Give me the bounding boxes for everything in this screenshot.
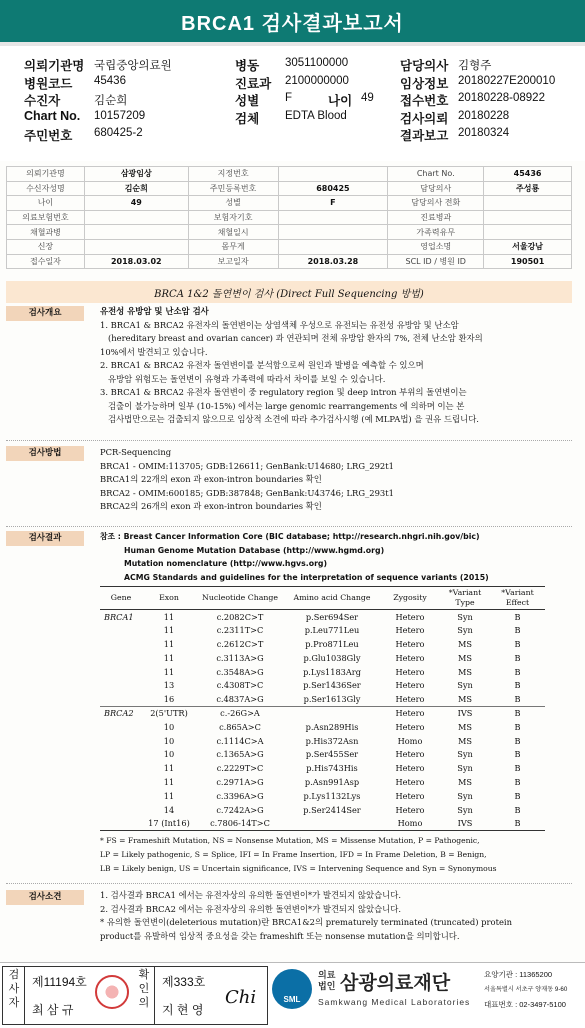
header-value: 20180227E200010 (458, 74, 556, 87)
variant-cell: 11 (163, 652, 175, 663)
variant-cell: c.2082C>T (216, 611, 264, 622)
info-label: SCL ID / 병원 ID (388, 254, 484, 269)
method-line: BRCA2 - OMIM:600185; GDB:387848; GenBank:U43746; LRG_293t1 (100, 487, 394, 498)
age-value: 49 (361, 92, 374, 104)
inspector-license: 제11194호 (32, 975, 87, 989)
confirm-license: 제333호 (162, 975, 206, 989)
variant-cell: Hetero (395, 611, 425, 622)
result-label: 검사결과 (6, 531, 84, 546)
info-label: 의료보험번호 (7, 210, 85, 225)
finding-line: * 유의한 돌연변이(deleterious mutation)란 BRCA1&2의 prematurely terminated (truncated) protein (100, 917, 512, 927)
info-row (7, 225, 572, 240)
reference-line: ACMG Standards and guidelines for the interpretation of sequence variants (2015) (124, 572, 489, 582)
info-label: 의뢰기관명 (7, 167, 85, 182)
variant-cell (100, 720, 142, 734)
variant-cell: Syn (457, 680, 473, 691)
variant-cell: 11 (163, 625, 175, 636)
variant-column-header: *Variant Effect (490, 587, 545, 610)
variant-cell: c.2971A>G (216, 776, 264, 787)
header-label: 병동 (235, 59, 260, 73)
info-value (278, 210, 388, 225)
overview-line: 3. BRCA1 & BRCA2 유전자 돌연변이 중 regulatory region 및 deep intron 부위의 돌연변이는 (100, 387, 467, 397)
variant-cell (100, 734, 142, 748)
variant-cell: MS (458, 652, 472, 663)
variant-cell: B (514, 680, 521, 691)
variant-cell: c.7806-14T>C (196, 816, 284, 830)
header-label: 의뢰기관명 (24, 59, 85, 73)
variant-cell: Hetero (395, 666, 425, 677)
header-value: 680425-2 (94, 127, 143, 139)
variant-cell (284, 706, 380, 720)
variant-cell: 11 (163, 763, 175, 774)
variant-cell: Hetero (395, 625, 425, 636)
variant-cell: 13 (163, 680, 175, 691)
info-value: 190501 (484, 254, 572, 269)
info-value (84, 225, 188, 240)
footnotes (100, 834, 570, 876)
info-value: 2018.03.28 (278, 254, 388, 269)
info-row (7, 181, 572, 196)
variant-cell: Hetero (395, 652, 425, 663)
variant-row (100, 803, 545, 817)
variant-cell: B (514, 763, 521, 774)
variant-column-header: *Variant Type (440, 587, 490, 610)
info-value: 주성룡 (484, 181, 572, 196)
variant-cell: Syn (457, 625, 473, 636)
variant-cell: B (514, 735, 521, 746)
variant-cell: c.3396A>G (216, 790, 264, 801)
variant-cell: B (514, 790, 521, 801)
variant-cell: MS (458, 721, 472, 732)
variant-cell: IVS (440, 816, 490, 830)
header-value: 김순희 (94, 95, 128, 107)
variant-cell: p.His743His (306, 763, 358, 774)
header-label: 병원코드 (24, 76, 73, 91)
variant-cell: c.-26G>A (196, 706, 284, 720)
separator (6, 526, 572, 527)
variant-cell: 17 (Int16) (142, 816, 196, 830)
finding-line: 1. 검사결과 BRCA1 에서는 유전자상의 유의한 돌연변이*가 발견되지 않았습니다. (100, 890, 401, 900)
info-row (7, 167, 572, 182)
method-line: BRCA1의 22개의 exon 과 exon-intron boundaries 확인 (100, 474, 322, 484)
header-value: 3051100000 (285, 57, 349, 69)
info-value: 삼광임상 (84, 167, 188, 182)
variant-cell (100, 803, 142, 817)
variant-cell: Hetero (380, 706, 440, 720)
header-value: 국립중앙의료원 (94, 60, 172, 72)
variant-cell: B (490, 816, 545, 830)
variant-cell: Syn (457, 611, 473, 622)
variant-cell: MS (458, 735, 472, 746)
variant-cell: c.4837A>G (216, 693, 264, 704)
org-english: Samkwang Medical Laboratories (318, 997, 471, 1007)
variant-cell (100, 692, 142, 706)
variant-cell: B (514, 721, 521, 732)
variant-cell (100, 747, 142, 761)
header-value: 45436 (94, 74, 126, 87)
variant-cell: BRCA1 (104, 611, 134, 622)
info-row (7, 196, 572, 211)
report-title: BRCA1 검사결과보고서 (0, 0, 585, 46)
variant-cell (100, 651, 142, 665)
variant-cell (100, 789, 142, 803)
method-line: BRCA2의 26개의 exon 과 exon-intron boundaries 확인 (100, 501, 322, 511)
variant-cell: c.2612C>T (216, 638, 264, 649)
separator (6, 440, 572, 441)
header-label: 검체 (235, 111, 260, 126)
variant-cell: 11 (163, 611, 175, 622)
patient-header (0, 46, 585, 161)
inspector-label: 검 사 자 (8, 969, 20, 1009)
variant-cell (100, 761, 142, 775)
variant-cell: c.1365A>G (216, 749, 264, 760)
confirm-name: 지 현 영 (162, 1003, 204, 1017)
info-value: 45436 (484, 167, 572, 182)
variant-cell (100, 637, 142, 651)
variant-column-header: Amino acid Change (284, 587, 380, 610)
variant-cell: c.4308T>C (216, 680, 264, 691)
variant-cell: Homo (397, 735, 423, 746)
variant-cell: p.Lys1183Arg (303, 666, 361, 677)
variant-cell: p.Ser1436Ser (303, 680, 361, 691)
header-value: F (285, 92, 293, 104)
variant-row (100, 747, 545, 761)
variant-cell (100, 816, 142, 830)
variant-row (100, 775, 545, 789)
header-label: 임상정보 (400, 76, 449, 91)
overview-line: 검사법만으로는 검출되지 않으므로 임상적 소견에 따라 추가검사시행 (예 MLPA법) 을 권유 드립니다. (108, 414, 479, 424)
variant-column-header: Exon (142, 587, 196, 610)
header-value: 2100000000 (285, 74, 349, 87)
finding-line: 2. 검사결과 BRCA2 에서는 유전자상의 유의한 돌연변이*가 발견되지 않았습니다. (100, 903, 401, 914)
variant-cell (100, 623, 142, 637)
info-row (7, 239, 572, 254)
overview-label: 검사개요 (6, 306, 84, 321)
info-label: 신장 (7, 239, 85, 254)
variant-cell: 10 (163, 749, 175, 760)
variant-row (100, 706, 545, 720)
confirm-label: 확 인 의 (138, 969, 150, 1009)
variant-cell: 11 (163, 638, 175, 649)
variant-cell: IVS (440, 706, 490, 720)
variant-column-header: Zygosity (380, 587, 440, 610)
scanned-report (0, 161, 585, 1028)
info-value (278, 239, 388, 254)
header-label: 결과보고 (400, 129, 449, 143)
org-name: 삼광의료재단 (340, 973, 451, 994)
variant-cell: MS (458, 638, 472, 649)
variant-cell: p.Ser2414Ser (303, 804, 361, 815)
references (100, 530, 570, 584)
variant-cell: B (514, 611, 521, 622)
variant-cell: MS (458, 776, 472, 787)
variant-cell: c.3548A>G (216, 666, 264, 677)
variant-cell: B (514, 652, 521, 663)
variant-cell (284, 816, 380, 830)
footnote-line: LB = Likely benign, US = Uncertain significance, IVS = Intervening Sequence and Syn = Synonymous (100, 864, 497, 873)
variant-row (100, 789, 545, 803)
variant-row (100, 761, 545, 775)
info-label: 수신자성명 (7, 181, 85, 196)
overview-line: (hereditary breast and ovarian cancer) 과 연관되며 전체 유방암 환자의 7%, 전체 난소암 환자의 (108, 333, 483, 343)
info-value: 680425 (278, 181, 388, 196)
variant-cell: B (514, 666, 521, 677)
variant-cell: p.Lys1132Lys (303, 790, 361, 801)
variant-cell: Hetero (395, 638, 425, 649)
overview-line: 1. BRCA1 & BRCA2 유전자의 돌연변이는 상염색체 우성으로 유전되는 유전성 유방암 및 난소암 (100, 319, 459, 330)
variant-cell: 11 (163, 666, 175, 677)
logo-icon: SML (272, 969, 312, 1009)
info-label: 채혈과병 (7, 225, 85, 240)
footnote-line: LP = Likely pathogenic, S = Splice, IFI = In Frame Insertion, IFD = In Frame Deletion, B = Benign, (100, 850, 487, 859)
variant-cell: Hetero (395, 680, 425, 691)
variant-cell: p.Ser455Ser (305, 749, 359, 760)
variant-cell: MS (458, 693, 472, 704)
variant-row (100, 637, 545, 651)
variant-cell: p.Ser694Ser (305, 611, 359, 622)
overview-line: 검출이 불가능하며 일부 (10-15%) 에서는 large genomic rearrangements 에 의하며 이는 본 (108, 400, 465, 411)
variant-cell: c.3113A>G (216, 652, 264, 663)
variant-cell: BRCA2 (100, 706, 142, 720)
signature: Chi (225, 987, 257, 1008)
method-text (100, 446, 570, 514)
variant-row (100, 692, 545, 706)
info-value (84, 239, 188, 254)
variant-cell: 10 (163, 735, 175, 746)
overview-text (100, 305, 570, 427)
variant-cell: Hetero (395, 776, 425, 787)
info-label: Chart No. (388, 167, 484, 182)
variant-cell: p.Pro871Leu (305, 638, 359, 649)
contact-code: 요양기관 : 11365200 (484, 970, 553, 979)
header-label: 성별 (235, 94, 260, 108)
info-label: 진료병과 (388, 210, 484, 225)
variant-cell: B (490, 706, 545, 720)
info-label: 성별 (188, 196, 278, 211)
info-label: 보험자기호 (188, 210, 278, 225)
header-value: 20180228 (458, 109, 510, 122)
info-label: 주민등록번호 (188, 181, 278, 196)
age-label: 나이 (328, 94, 353, 108)
variant-row (100, 623, 545, 637)
variant-cell: Hetero (395, 763, 425, 774)
info-value (278, 167, 388, 182)
variant-cell: p.Leu771Leu (304, 625, 360, 636)
info-value (84, 210, 188, 225)
variant-column-header: Gene (100, 587, 142, 610)
header-label: Chart No. (24, 108, 81, 123)
inspector-name: 최 삼 규 (32, 1003, 74, 1017)
variant-cell: 16 (163, 693, 175, 704)
info-value: 서울강남 (484, 239, 572, 254)
method-label: 검사방법 (6, 446, 84, 461)
variant-cell (100, 678, 142, 692)
signature-footer (0, 962, 585, 1028)
reference-line: 참조 : Breast Cancer Information Core (BIC database; http://research.nhgri.nih.gov/bic) (100, 532, 480, 541)
info-label: 영업소명 (388, 239, 484, 254)
separator (6, 883, 572, 884)
variant-row (100, 610, 545, 624)
variant-cell: Hetero (395, 804, 425, 815)
variant-cell: B (514, 693, 521, 704)
header-value: 20180228-08922 (458, 92, 545, 104)
variant-cell: p.Glu1038Gly (303, 652, 361, 663)
header-value: 김형주 (458, 60, 492, 72)
info-label: 보고일자 (188, 254, 278, 269)
info-table (6, 166, 572, 269)
variant-cell: B (514, 625, 521, 636)
logo-prefix: 의료 법인 (318, 970, 336, 991)
info-value (278, 225, 388, 240)
header-label: 담당의사 (400, 59, 449, 73)
info-label: 몸무게 (188, 239, 278, 254)
variant-cell (100, 775, 142, 789)
variant-row (100, 665, 545, 679)
info-value: F (278, 196, 388, 211)
seal-icon (95, 975, 129, 1009)
overview-heading: 유전성 유방암 및 난소암 검사 (100, 306, 209, 316)
variant-cell: Hetero (395, 790, 425, 801)
variant-cell: MS (458, 666, 472, 677)
variant-cell: B (514, 638, 521, 649)
variant-cell: c.7242A>G (216, 804, 264, 815)
variant-cell: p.Asn289His (305, 721, 359, 732)
variant-cell: Syn (457, 804, 473, 815)
variant-cell: c.2229T>C (216, 763, 264, 774)
footnote-line: * FS = Frameshift Mutation, NS = Nonsense Mutation, MS = Missense Mutation, P = Pathogenic, (100, 836, 480, 845)
overview-line: 2. BRCA1 & BRCA2 유전자 돌연변이를 분석함으로써 원인과 발병을 예측할 수 있으며 (100, 360, 424, 370)
variant-cell: c.1114C>A (216, 735, 264, 746)
info-value (484, 210, 572, 225)
finding-label: 검사소견 (6, 890, 84, 905)
variant-cell: 14 (163, 804, 175, 815)
info-label: 담당의사 전화 (388, 196, 484, 211)
finding-text (100, 889, 570, 943)
method-line: BRCA1 - OMIM:113705; GDB:126611; GenBank:U14680; LRG_292t1 (100, 460, 394, 471)
variant-cell: Homo (380, 816, 440, 830)
variant-cell: Hetero (395, 693, 425, 704)
info-label: 가족력유무 (388, 225, 484, 240)
contact-address: 서울특별시 서초구 양재동 9-60 (484, 986, 568, 993)
info-label: 접수일자 (7, 254, 85, 269)
info-value: 김순희 (84, 181, 188, 196)
info-value: 49 (84, 196, 188, 211)
info-row (7, 254, 572, 269)
test-panel-title: BRCA 1&2 돌연변이 검사 (Direct Full Sequencing 방법) (6, 281, 572, 303)
info-value: 2018.03.02 (84, 254, 188, 269)
variant-column-header: Nucleotide Change (196, 587, 284, 610)
info-label: 채혈일시 (188, 225, 278, 240)
variant-cell: p.His372Asn (305, 735, 359, 746)
variant-row (100, 816, 545, 830)
variant-row (100, 678, 545, 692)
variant-cell: p.Ser1613Gly (303, 693, 361, 704)
info-label: 지정번호 (188, 167, 278, 182)
variant-cell: Syn (457, 749, 473, 760)
method-line: PCR-Sequencing (100, 447, 172, 457)
header-label: 수진자 (24, 94, 61, 108)
variant-cell (100, 665, 142, 679)
variant-cell: c.2311T>C (216, 625, 264, 636)
header-label: 검사의뢰 (400, 111, 449, 126)
variant-row (100, 720, 545, 734)
overview-line: 유방암 위험도는 돌연변이 유형과 가족력에 따라서 차이를 보일 수 있습니다. (108, 373, 386, 384)
variant-cell: B (514, 776, 521, 787)
info-value (484, 196, 572, 211)
variant-table (100, 586, 545, 831)
variant-cell: Hetero (395, 749, 425, 760)
variant-row (100, 651, 545, 665)
contact-phone: 대표번호 : 02-3497-5100 (484, 1000, 566, 1009)
variant-cell: Syn (457, 763, 473, 774)
reference-line: Human Genome Mutation Database (http://www.hgmd.org) (124, 545, 385, 555)
overview-line: 10%에서 발견되고 있습니다. (100, 346, 208, 357)
header-label: 주민번호 (24, 129, 73, 143)
header-value: 10157209 (94, 109, 146, 122)
variant-cell: Syn (457, 790, 473, 801)
header-value: EDTA Blood (285, 109, 347, 122)
variant-cell: 2(5'UTR) (142, 706, 196, 720)
variant-cell: 10 (163, 721, 175, 732)
variant-cell: Hetero (395, 721, 425, 732)
header-label: 접수번호 (400, 94, 449, 108)
variant-cell: B (514, 749, 521, 760)
variant-header-row (100, 587, 545, 610)
finding-line: product를 유발하여 임상적 중요성을 갖는 frameshift 또는 nonsense mutation을 의미합니다. (100, 930, 460, 941)
info-label: 담당의사 (388, 181, 484, 196)
variant-cell: 11 (163, 790, 175, 801)
info-label: 나이 (7, 196, 85, 211)
variant-cell: B (514, 804, 521, 815)
reference-line: Mutation nomenclature (http://www.hgvs.org) (124, 559, 328, 568)
variant-cell: 11 (163, 776, 175, 787)
info-value (484, 225, 572, 240)
variant-cell: c.865A>C (219, 721, 261, 732)
info-row (7, 210, 572, 225)
header-label: 진료과 (235, 76, 272, 91)
variant-cell: p.Asn991Asp (304, 776, 360, 787)
header-value: 20180324 (458, 127, 510, 139)
variant-row (100, 734, 545, 748)
